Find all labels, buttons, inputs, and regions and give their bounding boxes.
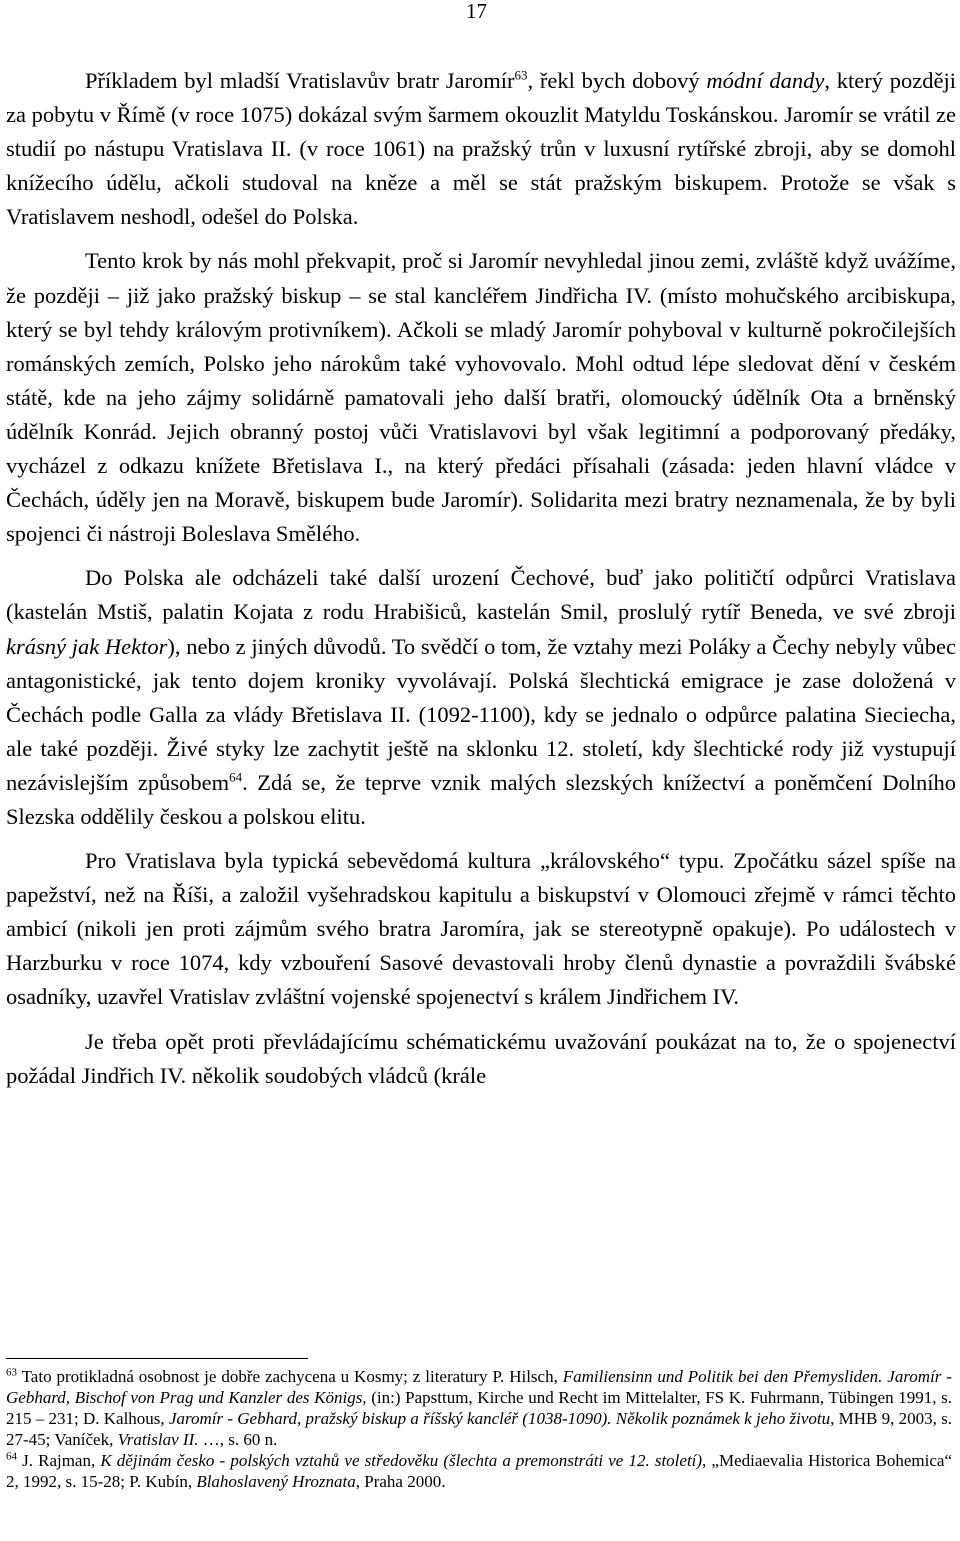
- text-run-italic: Vratislav II.: [117, 1430, 199, 1449]
- text-run-italic: krásný jak Hektor: [6, 633, 168, 659]
- text-run-italic: Familiensinn und Politik bei den Přemysliden. Jaromír - Gebhard, Bischof von Prag und Kanzler des Königs,: [6, 1367, 952, 1407]
- paragraph: [6, 244, 956, 551]
- paragraph: [6, 64, 956, 234]
- footnote-64: [6, 1450, 952, 1492]
- footnote-number: 63: [6, 1366, 17, 1379]
- footnote-separator: [6, 1358, 308, 1359]
- text-run-italic: módní dandy: [706, 68, 825, 93]
- text-run: Tento krok by nás mohl překvapit, proč si Jaromír nevyhledal jinou zemi, zvláště když uvážíme, že později – již jako pražský biskup – se stal kancléřem Jindřicha IV. (místo mohučského arcibiskupa, který se byl tehdy královým protivníkem). Ačkoli se mladý Jaromír pohyboval v kulturně pokročilejších románských zemích, Polsko jeho nárokům také vyhovovalo. Mohl odtud lépe sledovat dění v českém státě, kde na jeho zájmy solidárně pamatovali jeho další bratři, olomoucký údělník Ota a brněnský údělník Konrád. Jejich obranný postoj vůči Vratislavovi byl však legitimní a podporovaný předáky, vycházel z odkazu knížete Břetislava I., na který předáci přísahali (zásada: jeden hlavní vládce v Čechách, úděly jen na Moravě, biskupem bude Jaromír). Solidarita mezi bratry neznamenala, že by byli spojenci či nástroji Boleslava Smělého.: [6, 248, 956, 547]
- text-run-italic: K dějinám česko - polských vztahů ve středověku (šlechta a premonstráti ve 12. století),: [100, 1451, 707, 1470]
- text-run-italic: Blahoslavený Hroznata: [196, 1472, 356, 1491]
- footnote-63: [6, 1366, 952, 1450]
- footnote-ref: 63: [514, 67, 528, 83]
- page-number: 17: [466, 0, 487, 23]
- paragraph: [6, 1025, 956, 1093]
- text-run: …, s. 60 n.: [198, 1430, 278, 1449]
- text-run: Pro Vratislava byla typická sebevědomá kultura „královského“ typu. Zpočátku sázel spíše na papežství, než na Říši, a založil vyšehradskou kapitulu a biskupství v Olomouci zřejmě v rámci těchto ambicí (nikoli jen proti zájmům svého bratra Jaromíra, jak se stereotypně opakuje). Po událostech v Harzburku v roce 1074, kdy vzbouření Sasové devastovali hroby členů dynastie a povraždili švábské osadníky, uzavřel Vratislav zvláštní vojenské spojenectví s králem Jindřichem IV.: [6, 848, 956, 1010]
- text-run: Je třeba opět proti převládajícímu schématickému uvažování poukázat na to, že o spojenectví požádal Jindřich IV. několik soudobých vládců (krále: [6, 1028, 956, 1088]
- text-run: , MHB 9, 2003, s. 27-45; Vaníček,: [6, 1409, 952, 1449]
- text-run: (in:) Papsttum, Kirche und Recht im Mittelalter, FS K. Fuhrmann, Tübingen 1991, s. 215 – 231; D. Kalhous,: [6, 1388, 952, 1428]
- paragraph: [6, 561, 956, 834]
- text-run-italic: Jaromír - Gebhard, pražský biskup a říšský kancléř (1038-1090). Několik poznámek k jeho životu: [168, 1409, 831, 1428]
- footnote-ref: 64: [229, 769, 243, 785]
- text-run: ), nebo z jiných důvodů. To svědčí o tom, že vztahy mezi Poláky a Čechy nebyly vůbec antagonistické, jak tento dojem kroniky vyvolávají. Polská šlechtická emigrace je zase doložená v Čechách podle Galla za vlády Břetislava II. (1092-1100), kdy se jednalo o odpůrce palatina Sieciecha, ale také později. Živé styky lze zachytit ještě na sklonku 12. století, kdy šlechtické rody již vystupují nezávislejším způsobem: [6, 633, 957, 795]
- text-run: , řekl bych dobový: [527, 68, 707, 93]
- text-run: Tato protikladná osobnost je dobře zachycena u Kosmy; z literatury P. Hilsch,: [17, 1367, 563, 1386]
- text-run: , Praha 2000.: [355, 1472, 446, 1491]
- text-run: . Zdá se, že teprve vznik malých slezských knížectví a poněmčení Dolního Slezska oddělily českou a polskou elitu.: [6, 769, 956, 829]
- text-run: , který později za pobytu v Římě (v roce 1075) dokázal svým šarmem okouzlit Matyldu Toskánskou. Jaromír se vrátil ze studií po nástupu Vratislava II. (v roce 1061) na pražský trůn v luxusní rytířské zbroji, aby se domohl knížecího údělu, ačkoli studoval na kněze a měl se stát pražským biskupem. Protože se však s Vratislavem neshodl, odešel do Polska.: [6, 68, 956, 230]
- text-run: „Mediaevalia Historica Bohemica“ 2, 1992, s. 15-28; P. Kubín,: [6, 1451, 952, 1491]
- footnotes: [6, 1366, 952, 1492]
- body-text: [6, 64, 956, 1103]
- text-run: J. Rajman,: [17, 1451, 101, 1470]
- text-run: Do Polska ale odcházeli také další urození Čechové, buď jako političtí odpůrci Vratislava (kastelán Mstiš, palatin Kojata z rodu Hrabišiců, kastelán Smil, proslulý rytíř Beneda, ve své zbroji: [6, 565, 956, 625]
- footnote-number: 64: [6, 1450, 17, 1463]
- paragraph: [6, 844, 956, 1014]
- text-run: Příkladem byl mladší Vratislavův bratr Jaromír: [85, 68, 515, 93]
